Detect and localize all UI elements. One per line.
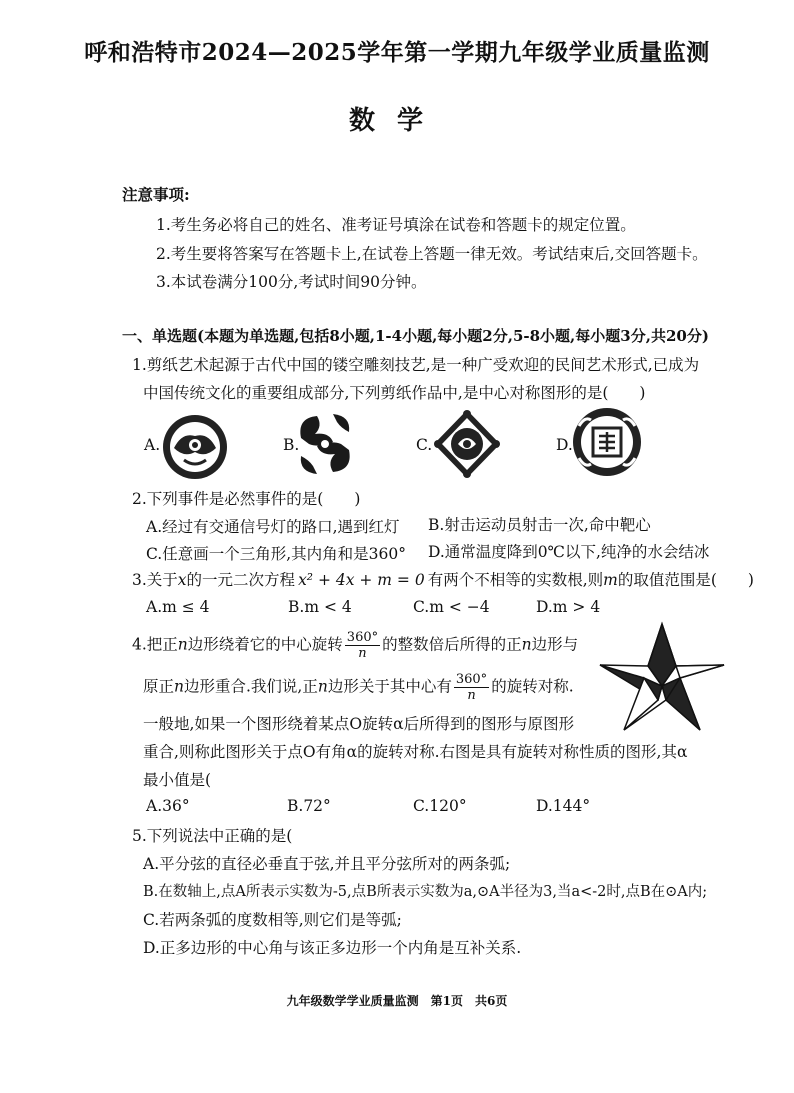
q2-option-c: C.任意画一个三角形,其内角和是360° [146, 545, 406, 563]
q2-option-a: A.经过有交通信号灯的路口,遇到红灯 [146, 518, 400, 536]
q1-stem-line2: 中国传统文化的重要组成部分,下列剪纸作品中,是中心对称图形的是( ) [143, 384, 646, 402]
q3-option-c: C.m < −4 [413, 598, 490, 616]
q3-stem-mid: 的一元二次方程 [186, 571, 296, 589]
q4-fraction [345, 630, 380, 661]
q3-option-d: D.m > 4 [536, 598, 601, 616]
q4-var-n: n [177, 635, 188, 654]
notice-item: 2.考生要将答案写在答题卡上,在试卷上答题一律无效。考试结束后,交回答题卡。 [156, 245, 708, 263]
subject-title: 数学 [348, 106, 445, 136]
section-heading: 一、单选题(本题为单选题,包括8小题,1-4小题,每小题2分,5-8小题,每小题3分,共20分) [122, 327, 709, 345]
q4-l2-pre: 原正 [143, 677, 175, 696]
q4-frac-den: n [467, 688, 476, 703]
q4-l1-end: 边形与 [531, 635, 579, 654]
q4-l2-mid: 边形重合.我们说,正 [184, 677, 318, 696]
q4-option-d: D.144° [536, 797, 591, 815]
q4-option-c: C.120° [413, 797, 467, 815]
page-footer: 九年级数学学业质量监测 第1页 共6页 [286, 994, 508, 1008]
q4-option-a: A.36° [146, 797, 190, 815]
notice-heading: 注意事项: [122, 185, 190, 204]
q3-stem-post: 的取值范围是( ) [617, 571, 754, 589]
q3-equation: x² + 4x + m = 0 [298, 571, 425, 589]
q4-frac-num: 360° [346, 630, 379, 645]
q3-var-m: m [603, 571, 618, 589]
q4-line1 [132, 630, 578, 661]
q4-frac-den: n [358, 646, 367, 661]
q5-option-d: D.正多边形的中心角与该正多边形一个内角是互补关系. [143, 939, 522, 957]
q4-option-b: B.72° [287, 797, 331, 815]
q5-option-a: A.平分弦的直径必垂直于弦,并且平分弦所对的两条弧; [143, 855, 511, 873]
q3-var-x: x [177, 571, 187, 589]
q4-var-n: n [521, 635, 532, 654]
q4-var-n: n [317, 677, 328, 696]
q4-line3: 一般地,如果一个图形绕着某点O旋转α后所得到的图形与原图形 [143, 715, 575, 733]
q3-option-a: A.m ≤ 4 [146, 598, 210, 616]
q4-line5: 最小值是( [143, 771, 212, 789]
q2-option-b: B.射击运动员射击一次,命中靶心 [428, 516, 651, 534]
q1-option-b-label: B. [283, 436, 300, 454]
q5-option-c: C.若两条弧的度数相等,则它们是等弧; [143, 911, 402, 929]
papercut-a-image [160, 412, 230, 482]
q1-option-a-label: A. [144, 436, 161, 454]
q3-option-b: B.m < 4 [288, 598, 352, 616]
q4-var-n: n [174, 677, 184, 696]
q3-stem-pre: 3.关于 [132, 571, 178, 589]
q5-option-b: B.在数轴上,点A所表示实数为-5,点B所表示实数为a,⊙A半径为3,当a<-2时,点B在⊙A内; [143, 884, 708, 900]
q4-l2-post: 的旋转对称. [491, 677, 574, 696]
q4-fraction [454, 672, 489, 703]
q4-line2 [143, 672, 574, 703]
q4-l1-post: 的整数倍后所得的正 [382, 635, 522, 654]
five-point-star-figure [596, 620, 728, 732]
notice-item: 3.本试卷满分100分,考试时间90分钟。 [156, 273, 427, 291]
q3-stem [132, 568, 754, 590]
q4-frac-num: 360° [455, 672, 488, 687]
q4-l2-mid2: 边形关于其中心有 [327, 677, 452, 696]
q1-option-c-label: C. [416, 436, 433, 454]
papercut-b-image [293, 408, 357, 480]
notice-item: 1.考生务必将自己的姓名、准考证号填涂在试卷和答题卡的规定位置。 [156, 216, 636, 234]
q3-stem-mid2: 有两个不相等的实数根,则 [427, 571, 604, 589]
papercut-d-image [571, 406, 643, 478]
exam-title: 呼和浩特市2024—2025学年第一学期九年级学业质量监测 [84, 39, 710, 66]
q2-option-d: D.通常温度降到0℃以下,纯净的水会结冰 [428, 543, 710, 561]
q2-stem: 2.下列事件是必然事件的是( ) [132, 490, 361, 508]
q4-line4: 重合,则称此图形关于点O有角α的旋转对称.右图是具有旋转对称性质的图形,其α [143, 743, 688, 761]
q4-l1-pre: 4.把正 [132, 635, 178, 654]
q4-l1-mid: 边形绕着它的中心旋转 [187, 635, 343, 654]
papercut-c-image [432, 408, 502, 480]
q1-stem-line1: 1.剪纸艺术起源于古代中国的镂空雕刻技艺,是一种广受欢迎的民间艺术形式,已成为 [132, 356, 700, 374]
q1-option-d-label: D. [556, 436, 573, 454]
q5-stem: 5.下列说法中正确的是( [132, 827, 293, 845]
